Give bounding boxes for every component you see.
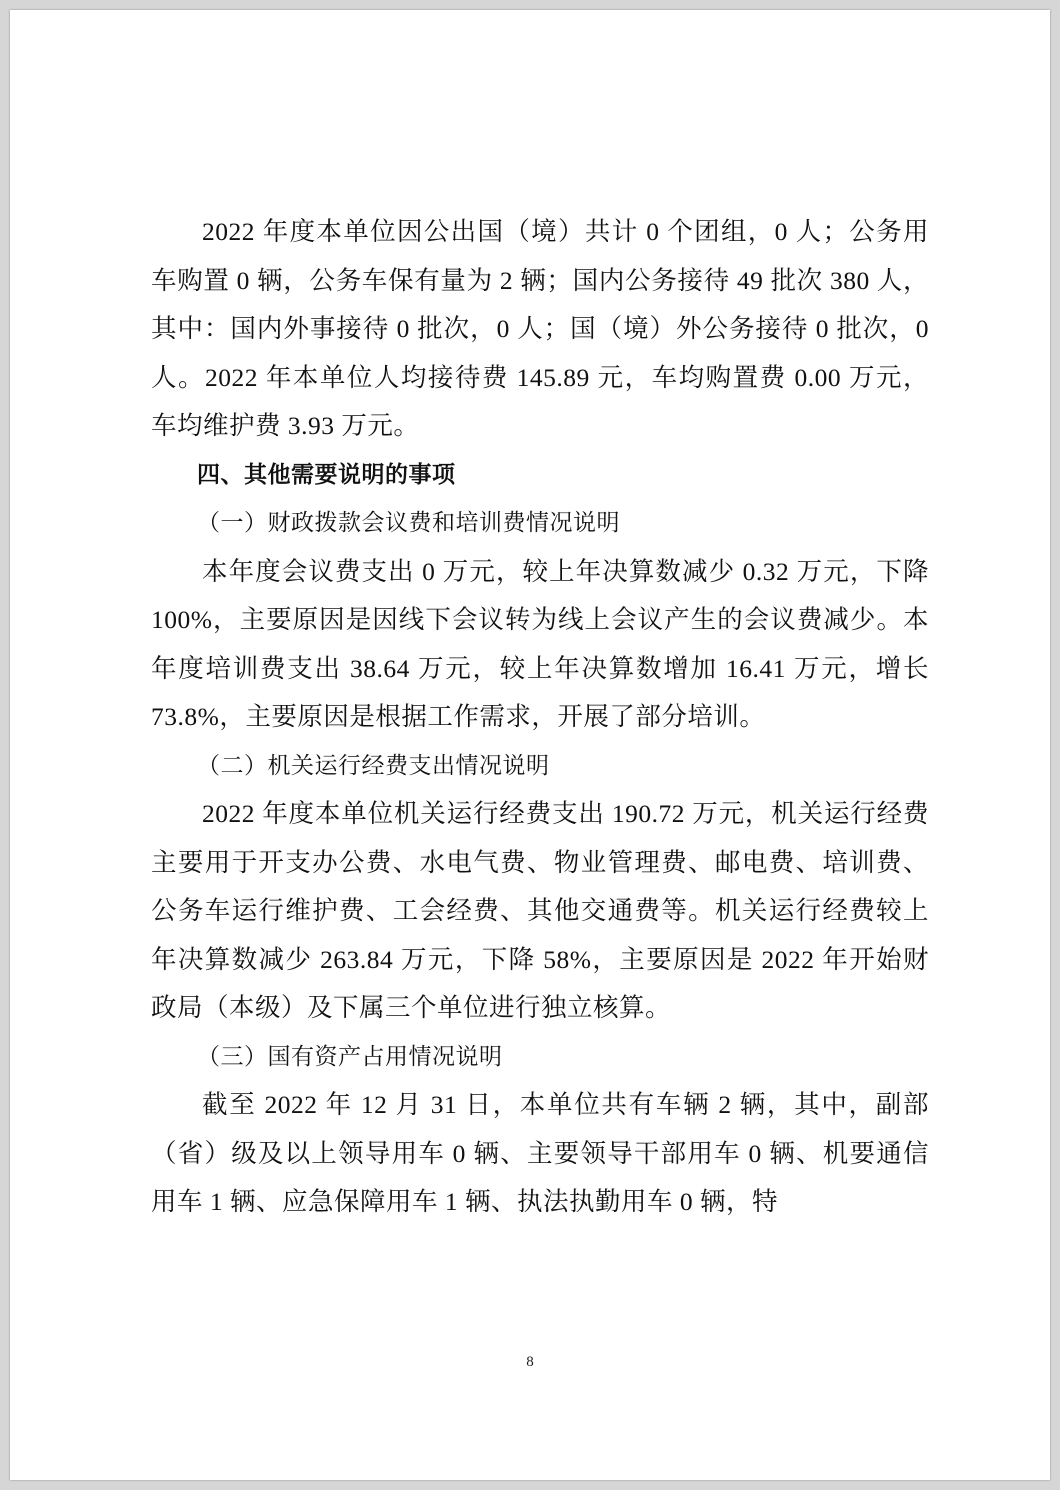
paragraph-official-trips-and-reception: 2022 年度本单位因公出国（境）共计 0 个团组，0 人；公务用车购置 0 辆，公务车保有量为 2 辆；国内公务接待 49 批次 380 人，其中：国内外事接待 0 批次，0 人；国（境）外公务接待 0 批次，0 人。2022 年本单位人均接待费 145.89 元，车均购置费 0.00 万元，车均维护费 3.93 万元。 [151, 217, 929, 440]
subheading-operating-expenses: （二）机关运行经费支出情况说明 [197, 752, 550, 779]
paragraph-state-assets: 截至 2022 年 12 月 31 日，本单位共有车辆 2 辆，其中，副部（省）级及以上领导用车 0 辆、主要领导干部用车 0 辆、机要通信用车 1 辆、应急保障用车 1 辆、执法执勤用车 0 辆，特 [151, 1090, 929, 1216]
subheading-state-assets: （三）国有资产占用情况说明 [197, 1043, 503, 1070]
paragraph-meeting-and-training-fees: 本年度会议费支出 0 万元，较上年决算数减少 0.32 万元，下降 100%，主要原因是因线下会议转为线上会议产生的会议费减少。本年度培训费支出 38.64 万元，较上年决算数增加 16.41 万元，增长 73.8%，主要原因是根据工作需求，开展了部分培训。 [151, 556, 929, 731]
page-number: 8 [526, 1354, 534, 1370]
paragraph-operating-expenses: 2022 年度本单位机关运行经费支出 190.72 万元，机关运行经费主要用于开支办公费、水电气费、物业管理费、邮电费、培训费、公务车运行维护费、工会经费、其他交通费等。机关运行经费较上年决算数减少 263.84 万元，下降 58%，主要原因是 2022 年开始财政局（本级）及下属三个单位进行独立核算。 [151, 799, 929, 1022]
subheading-meeting-and-training-fees: （一）财政拨款会议费和培训费情况说明 [197, 510, 620, 536]
section-heading-other-matters: 四、其他需要说明的事项 [197, 461, 456, 488]
document-body [151, 208, 929, 1227]
document-page [10, 10, 1050, 1480]
